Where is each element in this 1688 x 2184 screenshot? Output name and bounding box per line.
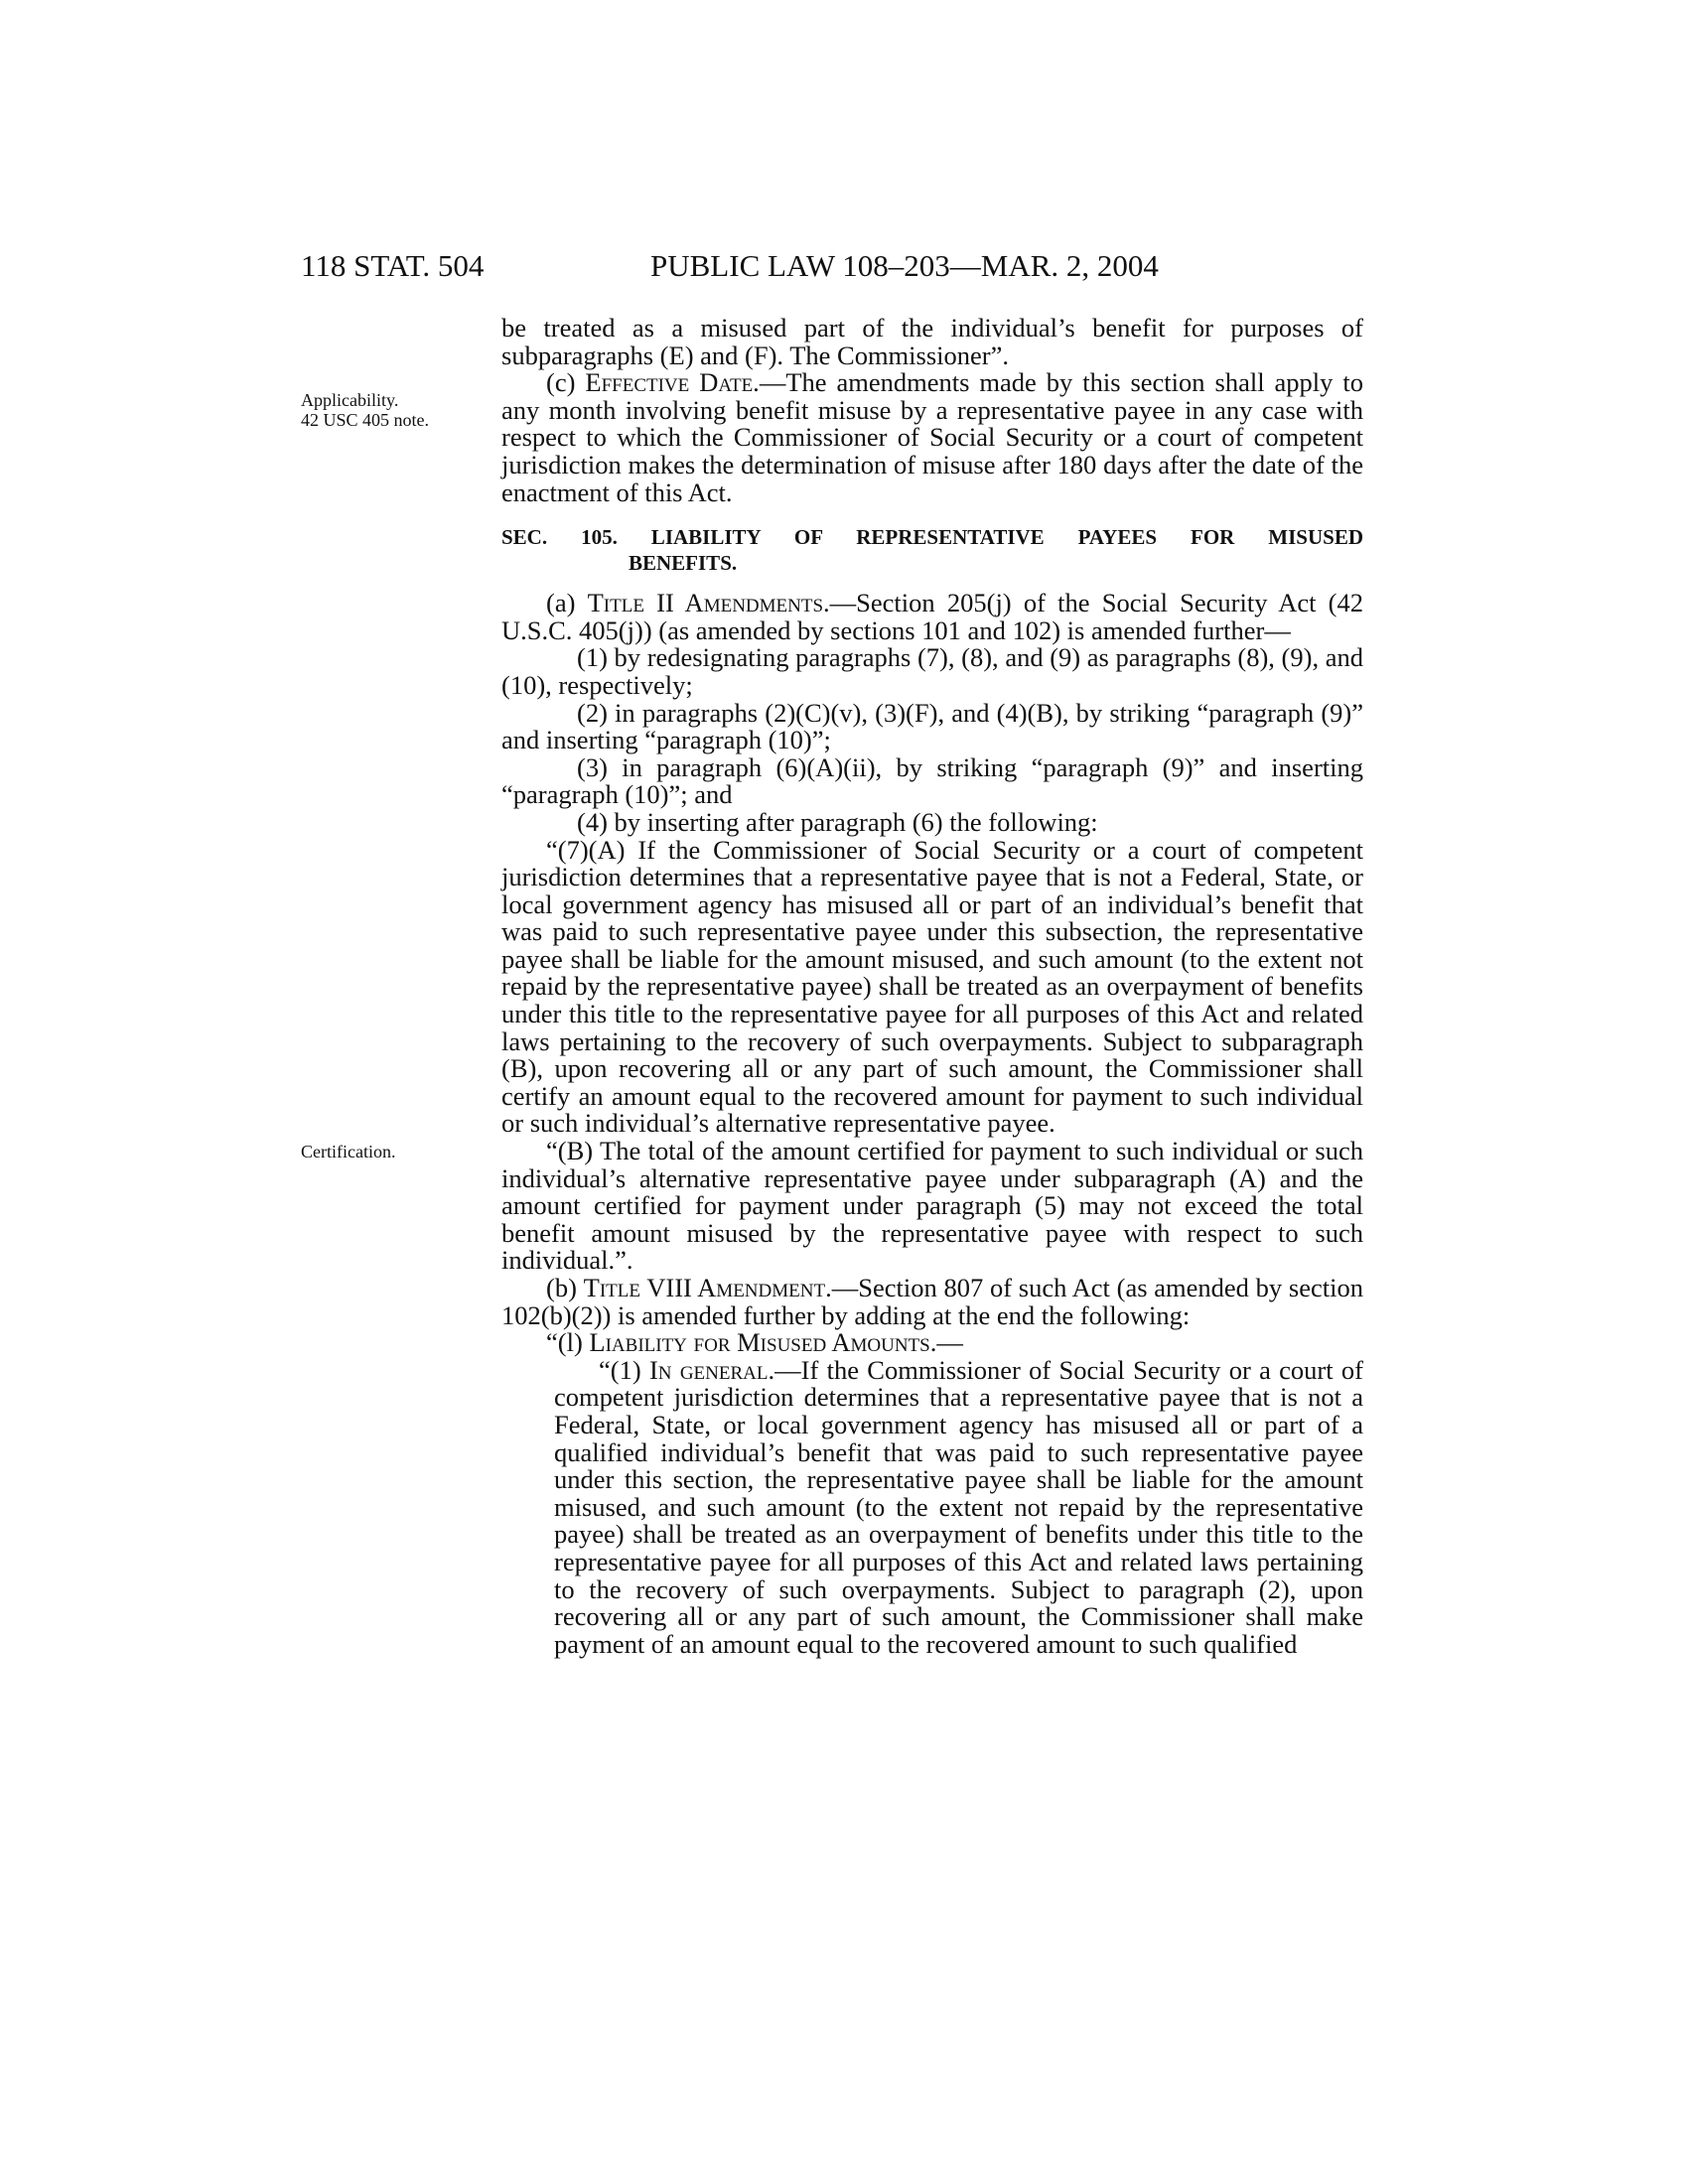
paragraph-continuation: be treated as a misused part of the individual’s benefit for purposes of subparagraphs (E) and (F). The Commissioner”. bbox=[501, 313, 1363, 370]
subsection-c bbox=[501, 369, 1363, 506]
subsection-c-heading: Effective Date. bbox=[585, 367, 760, 398]
section-heading bbox=[501, 524, 1363, 576]
subsection-b-heading: Title VIII Amendment. bbox=[583, 1273, 832, 1302]
quoted-paragraph-7b: “(B) The total of the amount certified for payment to such individual or such individual’s alternative representative payee under subparagraph (A) and the amount certified for payment under paragraph (5) may not exceed the total benefit amount misused by the representative payee with respect to such individual.”. bbox=[501, 1136, 1363, 1276]
subsection-a-heading: Title II Amendments. bbox=[587, 588, 830, 618]
margin-note-applicability: Applicability. bbox=[301, 390, 399, 410]
quoted-subsection-l bbox=[501, 1329, 1363, 1357]
public-law-title: PUBLIC LAW 108–203—MAR. 2, 2004 bbox=[650, 248, 1159, 283]
subsection-b-text: —Section 807 of such Act (as amended by section 102(b)(2)) is amended further by adding at the end the following: bbox=[501, 1273, 1363, 1330]
paragraph-l1-text: —If the Commissioner of Social Security or a court of competent jurisdiction determines that a representative payee that is not a Federal, State, or local government agency has misused all or part of a qualified individual’s benefit that was paid to such representative payee under this section, the representative payee shall be liable for the amount misused, and such amount (to the extent not repaid by the representative payee) shall be treated as an overpayment of benefits under this title to the representative payee for all purposes of this Act and related laws pertaining to the recovery of such overpayments. Subject to paragraph (2), upon recovering all or any part of such amount, the Commissioner shall make payment of an amount equal to the recovered amount to such qualified bbox=[554, 1354, 1363, 1659]
subsection-b bbox=[501, 1275, 1363, 1329]
paragraph-a2: (2) in paragraphs (2)(C)(v), (3)(F), and (4)(B), by striking “paragraph (9)” and inserting “paragraph (10)”; bbox=[501, 697, 1363, 755]
paragraph-a1: (1) by redesignating paragraphs (7), (8), and (9) as paragraphs (8), (9), and (10), respectively; bbox=[501, 642, 1363, 700]
quoted-paragraph-l1 bbox=[554, 1354, 1363, 1659]
margin-note-usc: 42 USC 405 note. bbox=[301, 410, 430, 430]
subsection-a-label: (a) bbox=[546, 588, 588, 618]
subsection-c-label: (c) bbox=[546, 367, 586, 398]
document-body bbox=[501, 315, 1363, 1658]
subsection-l-label: “(l) bbox=[546, 1327, 590, 1358]
statute-page-number: 118 STAT. 504 bbox=[301, 248, 485, 283]
paragraph-l1-heading: In general. bbox=[648, 1354, 775, 1385]
subsection-l-dash: — bbox=[936, 1327, 963, 1358]
subsection-a bbox=[501, 590, 1363, 644]
margin-note-certification: Certification. bbox=[301, 1142, 396, 1161]
section-heading-line-1: SEC. 105. LIABILITY OF REPRESENTATIVE PAYEES FOR MISUSED bbox=[501, 525, 1363, 550]
paragraph-l1-label: “(1) bbox=[599, 1354, 649, 1385]
paragraph-a3: (3) in paragraph (6)(A)(ii), by striking “paragraph (9)” and inserting “paragraph (10)”; and bbox=[501, 751, 1363, 810]
paragraph-a4: (4) by inserting after paragraph (6) the following: bbox=[577, 806, 1098, 837]
section-heading-line-2: BENEFITS. bbox=[629, 551, 738, 576]
subsection-c-text: —The amendments made by this section shall apply to any month involving benefit misuse by a representative payee in any case with respect to which the Commissioner of Social Security or a court of competent jurisdiction makes the determination of misuse after 180 days after the date of the enactment of this Act. bbox=[501, 367, 1363, 507]
quoted-paragraph-7a: “(7)(A) If the Commissioner of Social Security or a court of competent jurisdiction determines that a representative payee that is not a Federal, State, or local government agency has misused all or part of an individual’s benefit that was paid to such representative payee under this subsection, the representative payee shall be liable for the amount misused, and such amount (to the extent not repaid by the representative payee) shall be treated as an overpayment of benefits under this title to the representative payee for all purposes of this Act and related laws pertaining to the recovery of such overpayments. Subject to subparagraph (B), upon recovering all or any part of such amount, the Commissioner shall certify an amount equal to the recovered amount for payment to such individual or such individual’s alternative representative payee. bbox=[501, 834, 1363, 1139]
subsection-b-label: (b) bbox=[546, 1273, 584, 1302]
subsection-a-text: —Section 205(j) of the Social Security Act (42 U.S.C. 405(j)) (as amended by sections 101 and 102) is amended further— bbox=[501, 588, 1363, 645]
subsection-l-heading: Liability for Misused Amounts. bbox=[589, 1327, 937, 1358]
